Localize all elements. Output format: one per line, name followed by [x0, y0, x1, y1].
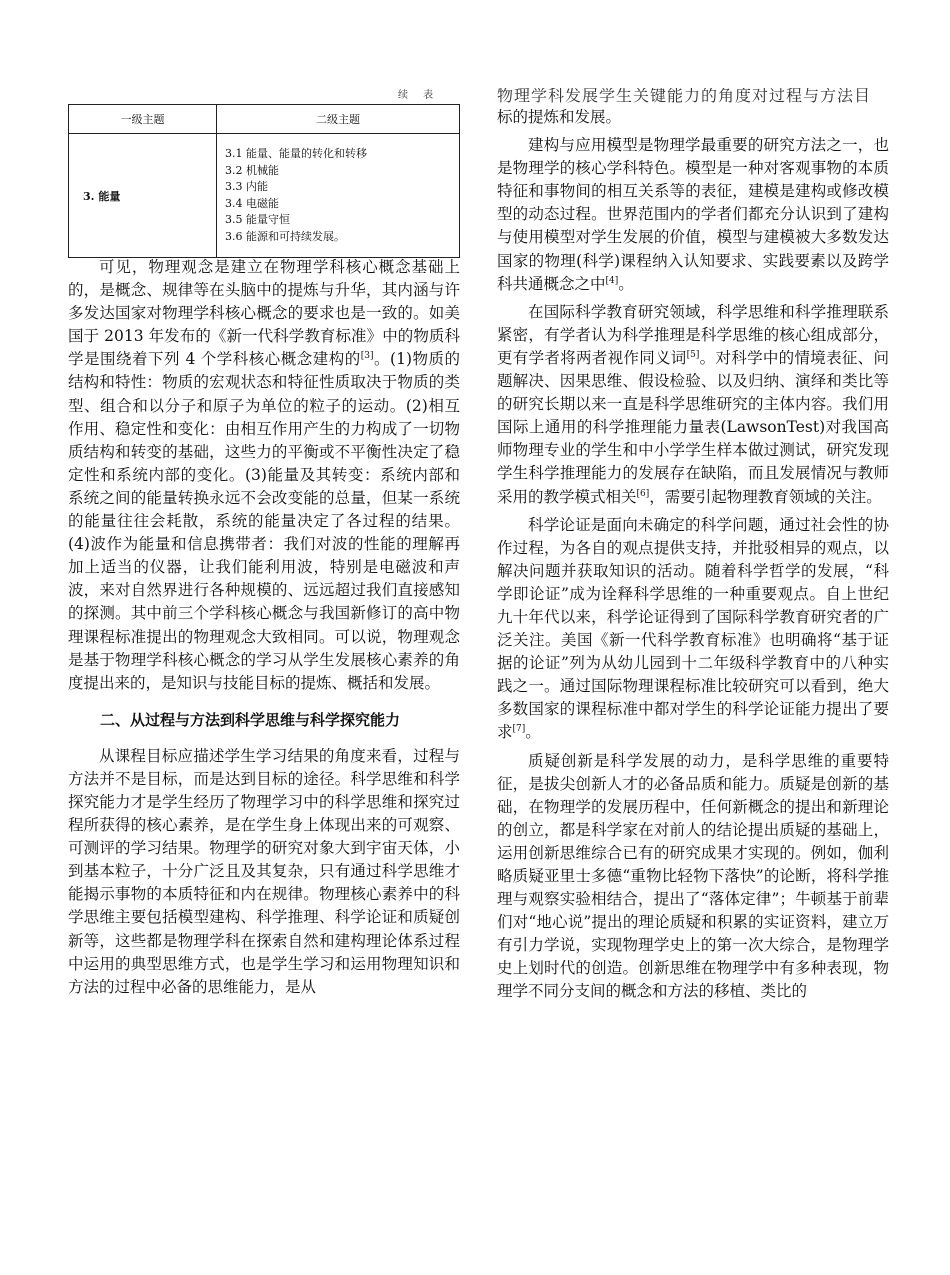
right-body: [497, 106, 889, 1004]
subtopic-item: 3.5 能量守恒: [225, 213, 290, 226]
subtopic-item: 3.1 能量、能量的转化和转移: [225, 147, 367, 160]
subtopic-item: 3.3 内能: [225, 180, 268, 193]
paragraph-continuation: 标的提炼和发展。: [497, 108, 622, 126]
paragraph-scientific-thinking: 从课程目标应描述学生学习结果的角度来看，过程与方法并不是目标，而是达到目标的途径。科学思维和科学探究能力才是学生经历了物理学习中的科学思维和探究过程所获得的核心素养，是在学生身上体现出来的可观察、可测评的学习结果。物理学的研究对象大到宇宙天体，小到基本粒子，十分广泛且及其复杂，只有通过科学思维才能揭示事物的本质特征和内在规律。物理核心素养中的科学思维主要包括模型建构、科学推理、科学论证和质疑创新等，这些都是物理学科在探索自然和建构理论体系过程中运用的典型思维方式，也是学生学习和运用物理知识和方法的过程中必备的思维能力，是从: [68, 746, 460, 996]
paragraph-argumentation: 科学论证是面向未确定的科学问题，通过社会性的协作过程，为各自的观点提供支持，并批驳相异的观点，以解决问题并获取知识的活动。随着科学哲学的发展，“科学即论证”成为诠释科学思维的一种重要观点。自上世纪九十年代以来，科学论证得到了国际科学教育研究者的广泛关注。美国《新一代科学教育标准》也明确将“基于证据的论证”列为从幼儿园到十二年级科学教育中的八种实践之一。通过国际物理课程标准比较研究可以看到，绝大多数国家的课程标准中都对学生的科学论证能力提出了要求[7]。: [497, 515, 889, 742]
table-header-level2: 二级主题: [217, 105, 460, 134]
table-row-label: 3. 能量: [69, 134, 217, 258]
topic-table: [68, 104, 460, 258]
paragraph-physics-concepts: 可见，物理观念是建立在物理学科核心概念基础上的，是概念、规律等在头脑中的提炼与升华，其内涵与许多发达国家对物理学科核心概念的要求也是一致的。如美国于 2013 年发布的《新一代科学教育标准》中的物质科学是围绕着下列 4 个学科核心概念建构的[3]。(1)物质的结构和特性：物质的宏观状态和特征性质取决于物质的类型、组合和以分子和原子为单位的粒子的运动。(2)相互作用、稳定性和变化：由相互作用产生的力构成了一切物质结构和转变的基础，这些力的平衡或不平衡性决定了稳定性和系统内部的变化。(3)能量及其转变：系统内部和系统之间的能量转换永远不会改变能的总量，但某一系统的能量往往会耗散，系统的能量决定了各过程的结果。(4)波作为能量和信息携带者：我们对波的性能的理解再加上适当的仪器，让我们能利用波，特别是电磁波和声波，来对自然界进行各种规模的、远远超过我们直接感知的探测。其中前三个学科核心概念与我国新修订的高中物理课程标准提出的物理观念大致相同。可以说，物理观念是基于物理学科核心概念的学习从学生发展核心素养的角度提出来的，是知识与技能目标的提炼、概括和发展。: [68, 258, 461, 692]
citation: [7]: [512, 724, 526, 735]
paragraph-reasoning: 在国际科学教育研究领域，科学思维和科学推理联系紧密，有学者认为科学推理是科学思维的核心组成部分，更有学者将两者视作同义词[5]。对科学中的情境表征、问题解决、因果思维、假设检验、以及归纳、演绎和类比等的研究长期以来一直是科学思维研究的主体内容。我们用国际上通用的科学推理能力量表(LawsonTest)对我国高师物理专业的学生和中小学学生样本做过测试，研究发现学生科学推理能力的发展存在缺陷，而且发展情况与教师采用的教学模式相关[6]，需要引起物理教育领域的关注。: [497, 302, 889, 506]
citation: [3]: [360, 351, 374, 362]
subtopic-item: 3.6 能源和可持续发展。: [225, 229, 345, 243]
paragraph-innovation: 质疑创新是科学发展的动力，是科学思维的重要特征，是拔尖创新人才的必备品质和能力。质疑是创新的基础，在物理学的发展历程中，任何新概念的提出和新理论的创立，都是科学家在对前人的结论提出质疑的基础上，运用创新思维综合已有的研究成果才实现的。例如，伽利略质疑亚里士多德“重物比轻物下落快”的论断，将科学推理与观察实验相结合，提出了“落体定律”；牛顿基于前辈们对“地心说”提出的理论质疑和积累的实证资料，建立万有引力学说，实现物理学史上的第一次大综合，是物理学史上划时代的创造。创新思维在物理学中有多种表现，物理学不同分支间的概念和方法的移植、类比的: [497, 751, 889, 1001]
paragraph-modeling: 建构与应用模型是物理学最重要的研究方法之一，也是物理学的核心学科特色。模型是一种对客观事物的本质特征和事物间的相互关系等的表征，建模是建构或修改模型的动态过程。世界范围内的学者们都充分认识到了建构与使用模型对学生发展的价值，模型与建模被大多数发达国家的物理(科学)课程纳入认知要求、实践要素以及跨学科共通概念之中[4]。: [497, 136, 889, 293]
citation: [4]: [605, 275, 619, 286]
citation: [6]: [636, 488, 650, 499]
citation: [5]: [686, 349, 700, 360]
subtopic-item: 3.4 电磁能: [225, 196, 279, 210]
section-heading: 二、从过程与方法到科学思维与科学探究能力: [100, 710, 401, 729]
table-row: [69, 134, 460, 258]
table-header-row: [69, 105, 460, 134]
subtopic-item: 3.2 机械能: [225, 163, 279, 177]
table-header-level1: 一级主题: [69, 105, 217, 134]
cut-off-line-fragment: 物理学科发展学生关键能力的角度对过程与方法目: [497, 88, 872, 104]
table-subtopics: [217, 134, 460, 258]
table-continued-marker: 续 表: [398, 90, 440, 101]
left-body: [68, 256, 460, 999]
